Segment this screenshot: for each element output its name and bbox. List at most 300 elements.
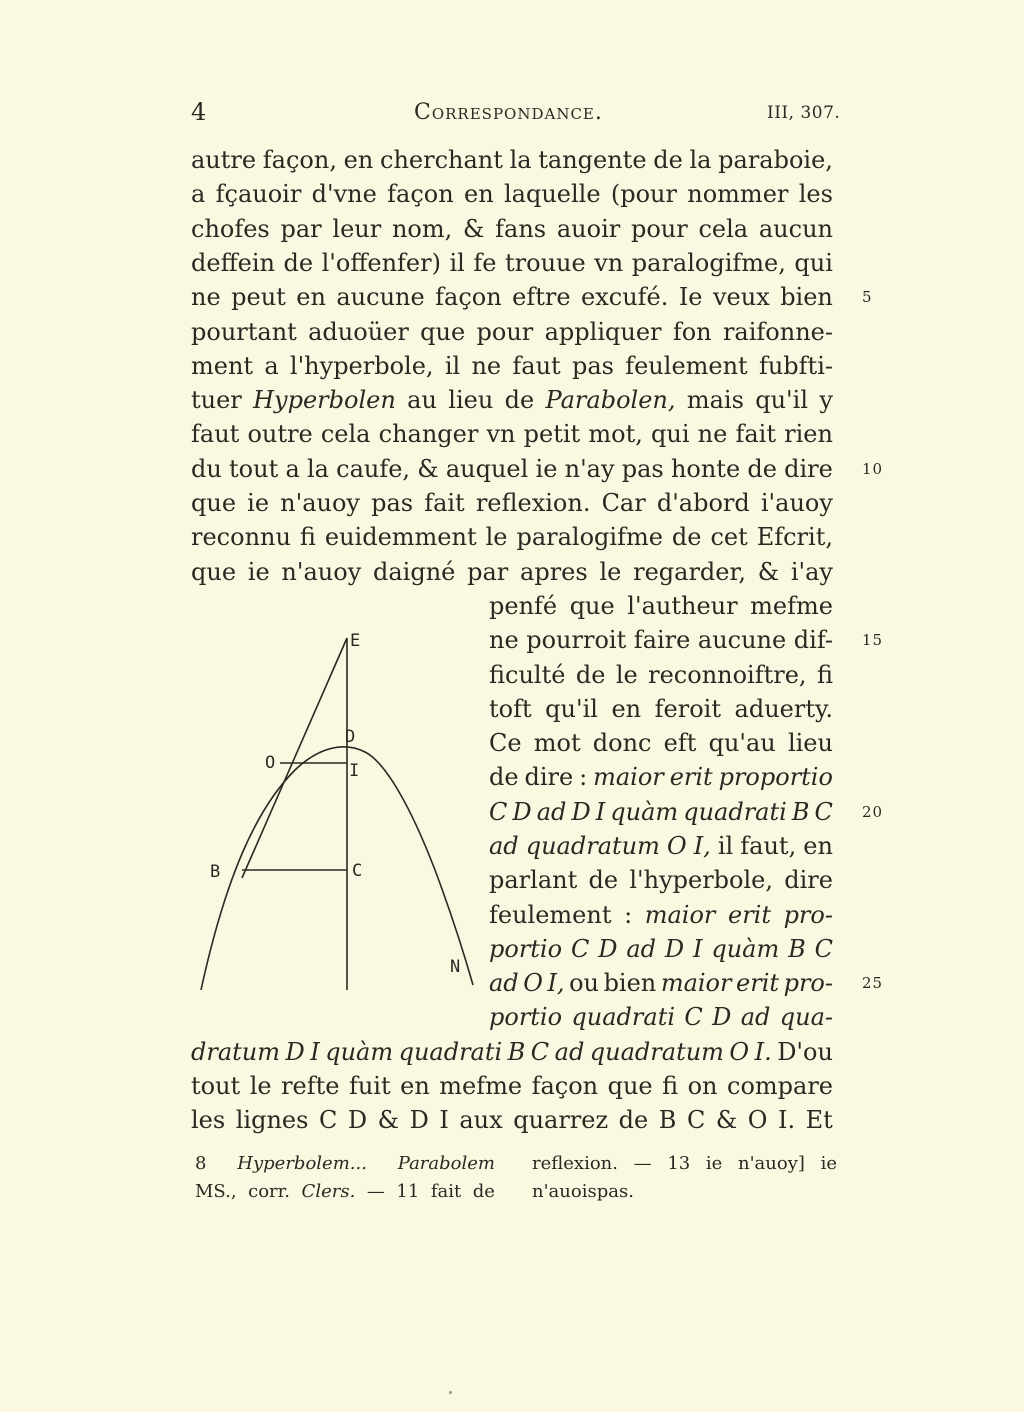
text-word: eftre (512, 283, 571, 311)
text-word: C (318, 1106, 338, 1134)
text-line (489, 795, 833, 829)
text-word: faire (633, 626, 691, 654)
text-word: fuit (348, 1072, 391, 1100)
text-word: ad (536, 798, 567, 826)
text-word: il (444, 352, 461, 380)
text-word: d'abord (656, 489, 750, 517)
tangent-line (242, 638, 347, 878)
text-word: : (579, 763, 588, 791)
text-word: deffein (191, 249, 275, 277)
text-word: bien (780, 283, 833, 311)
footnote-right (532, 1150, 837, 1206)
text-word: autre (191, 146, 257, 174)
text-word: ment (191, 352, 254, 380)
text-word: C (489, 798, 508, 826)
text-line (489, 932, 833, 966)
text-word: que (569, 592, 615, 620)
footnote-word: MS., (195, 1181, 237, 1202)
label-e: E (350, 631, 361, 651)
text-word: aucun (758, 215, 833, 243)
text-word: n'ay (564, 455, 615, 483)
text-word: petit (523, 420, 581, 448)
text-word: fi (816, 661, 833, 689)
text-word: en (343, 146, 374, 174)
text-word: ne (471, 352, 502, 380)
text-word: & (377, 1106, 400, 1134)
text-word: a (191, 180, 206, 208)
text-word: pas (621, 455, 664, 483)
footnote-line (195, 1150, 495, 1178)
footnote-left (195, 1150, 495, 1206)
text-word: aucune (697, 626, 787, 654)
text-word: ie (247, 489, 270, 517)
text-word: ad (554, 1038, 585, 1066)
text-word: quàm (610, 798, 679, 826)
text-word: en (463, 180, 494, 208)
text-line (489, 966, 833, 1000)
text-word: a (285, 455, 300, 483)
text-word: D (664, 935, 685, 963)
text-line (489, 726, 833, 760)
text-word: auoir (556, 215, 621, 243)
text-line (191, 212, 833, 246)
text-word: portio (489, 1003, 563, 1031)
text-word: pour (476, 318, 534, 346)
line-number: 25 (862, 974, 884, 992)
text-word: erit (669, 763, 713, 791)
page-speck (449, 1391, 452, 1394)
line-number: 10 (862, 460, 884, 478)
text-word: mefme (750, 592, 833, 620)
text-word: C (530, 1038, 550, 1066)
text-word: bien (603, 969, 657, 997)
footnote-word: corr. (248, 1181, 290, 1202)
text-word: leur (332, 215, 382, 243)
text-word: y (819, 386, 833, 414)
text-word: par (467, 558, 509, 586)
text-word: fi (299, 523, 316, 551)
footnote-word: 11 (396, 1181, 420, 1202)
text-word: outre (247, 420, 313, 448)
text-word: le (599, 558, 622, 586)
text-word: erit (736, 969, 780, 997)
line-number: 15 (862, 631, 884, 649)
text-line (489, 692, 833, 726)
text-word: euidemment (324, 523, 477, 551)
text-word: maior (644, 901, 716, 929)
text-word: rien (784, 420, 833, 448)
text-word: auquel (445, 455, 529, 483)
label-c: C (352, 861, 363, 881)
text-word: O (666, 832, 687, 860)
text-word: mot, (588, 420, 643, 448)
text-word: & (715, 1106, 738, 1134)
text-word: qu'il (545, 695, 598, 723)
text-word: D (512, 798, 532, 826)
text-word: D (409, 1106, 429, 1134)
text-word: ad (740, 1003, 771, 1031)
text-word: lignes (235, 1106, 309, 1134)
text-word: C (684, 1003, 703, 1031)
text-word: tangente (538, 146, 647, 174)
text-word: façon (387, 180, 454, 208)
text-word: I (595, 798, 606, 826)
text-word: veux (712, 283, 770, 311)
footnote-word: Clers. (301, 1181, 356, 1202)
text-word: vn (486, 420, 516, 448)
footnote-word: 13 (667, 1153, 691, 1174)
text-word: quàm (711, 935, 780, 963)
text-word: la (509, 146, 532, 174)
text-word: tout (229, 455, 279, 483)
text-word: d'vne (311, 180, 377, 208)
text-word: compare (727, 1072, 833, 1100)
text-word: on (687, 1072, 718, 1100)
text-word: trouue (505, 249, 586, 277)
text-word: appliquer (544, 318, 662, 346)
text-word: cet (710, 523, 748, 551)
text-word: ad (489, 969, 519, 997)
text-word: pourroit (526, 626, 627, 654)
text-word: mefme (439, 1072, 523, 1100)
text-word: quadrati (683, 798, 787, 826)
text-word: C (570, 935, 590, 963)
text-word: I (692, 935, 703, 963)
text-word: Ie (678, 283, 703, 311)
text-word: C (814, 798, 833, 826)
text-word: mot (533, 729, 581, 757)
text-word: la (306, 455, 329, 483)
text-word: par (280, 215, 322, 243)
text-word: aduerty. (734, 695, 833, 723)
text-word: I, (693, 832, 711, 860)
text-line (191, 315, 833, 349)
text-word: I. (777, 1106, 796, 1134)
text-word: ie (247, 558, 270, 586)
text-word: fi (662, 1072, 679, 1100)
text-word: n'auoy (281, 558, 362, 586)
text-word: cherchant (380, 146, 503, 174)
text-word: dire (784, 455, 833, 483)
text-line (191, 383, 833, 417)
text-word: ou (569, 969, 600, 997)
text-word: fon (672, 318, 712, 346)
text-word: tout (191, 1072, 241, 1100)
footnote-line (532, 1178, 837, 1206)
text-line (191, 177, 833, 211)
footnote-word: 8 (195, 1153, 207, 1174)
text-word: chofes (191, 215, 270, 243)
footnote-line (532, 1150, 837, 1178)
text-word: apres (520, 558, 588, 586)
text-word: laquelle (503, 180, 601, 208)
text-word: B (791, 798, 810, 826)
text-word: i'auoy (760, 489, 833, 517)
text-word: de (283, 249, 314, 277)
text-word: lieu (787, 729, 833, 757)
text-word: de (588, 866, 619, 894)
text-line (489, 863, 833, 897)
text-word: raifonne- (722, 318, 833, 346)
text-word: & (757, 558, 780, 586)
text-word: quadratum (525, 832, 660, 860)
text-word: dire (784, 866, 833, 894)
text-word: en (400, 1072, 430, 1100)
text-word: l'hyperbole, (289, 352, 434, 380)
text-word: faut (191, 420, 240, 448)
text-word: vn (594, 249, 624, 277)
text-word: dif- (793, 626, 833, 654)
text-word: mais (686, 386, 744, 414)
text-word: qui (794, 249, 833, 277)
text-word: Ce (489, 729, 522, 757)
text-line (489, 760, 833, 794)
text-word: paralogifme (516, 523, 663, 551)
text-word: D (598, 935, 618, 963)
text-word: proportio (718, 763, 833, 791)
text-word: faut (512, 352, 561, 380)
text-word: aux (459, 1106, 503, 1134)
text-line (191, 246, 833, 280)
text-line (191, 1035, 833, 1069)
text-word: ficulté (489, 661, 566, 689)
text-word: excufé. (581, 283, 669, 311)
text-word: peut (231, 283, 286, 311)
text-word: pourtant (191, 318, 297, 346)
text-word: Hyperbolen (253, 386, 396, 414)
text-word: dire (524, 763, 574, 791)
text-word: paralogifme, (631, 249, 786, 277)
text-word: ad (489, 832, 519, 860)
footnote-word: — (633, 1153, 652, 1174)
page-number: 4 (191, 98, 207, 126)
text-word: i'ay (790, 558, 833, 586)
text-word: D (285, 1038, 305, 1066)
parabola-curve (201, 747, 473, 990)
text-line (191, 1103, 833, 1137)
footnote-word: pas. (596, 1181, 634, 1202)
text-word: (pour (610, 180, 677, 208)
text-word: D (571, 798, 591, 826)
text-word: n'auoy (280, 489, 360, 517)
text-word: aucune (336, 283, 425, 311)
text-word: dratum (191, 1038, 281, 1066)
text-word: l'hyperbole, (629, 866, 773, 894)
footnote-word: ie (820, 1153, 837, 1174)
text-word: I (439, 1106, 449, 1134)
text-word: Efcrit, (756, 523, 833, 551)
footnote-line (195, 1178, 495, 1206)
footnote-word: — (366, 1181, 385, 1202)
text-word: ne (489, 626, 519, 654)
text-word: honte (670, 455, 741, 483)
text-word: le (615, 661, 638, 689)
text-word: I, (547, 969, 565, 997)
text-word: cela (698, 215, 749, 243)
text-word: qu'il (755, 386, 809, 414)
text-word: B (658, 1106, 677, 1134)
text-word: I (310, 1038, 320, 1066)
text-word: de (618, 1106, 649, 1134)
text-word: au (407, 386, 437, 414)
text-word: façon (435, 283, 502, 311)
text-word: toft (489, 695, 532, 723)
text-word: pas (571, 352, 614, 380)
text-line (191, 486, 833, 520)
text-word: Car (601, 489, 646, 517)
footnote-word: n'auois (532, 1181, 597, 1202)
text-word: quadrati (571, 1003, 676, 1031)
text-word: daigné (373, 558, 456, 586)
label-b: B (210, 862, 221, 882)
text-word: feroit (654, 695, 721, 723)
text-word: pour (630, 215, 688, 243)
text-line (489, 623, 833, 657)
text-word: quadratum (589, 1038, 724, 1066)
text-word: lieu (448, 386, 494, 414)
text-word: ne (697, 420, 728, 448)
label-n: N (450, 957, 461, 977)
text-word: pro- (783, 901, 833, 929)
text-word: D'ou (777, 1038, 833, 1066)
text-word: erit (727, 901, 771, 929)
text-word: feulement (489, 901, 612, 929)
text-word: O (523, 969, 543, 997)
text-word: de (653, 146, 683, 174)
footnote-word: reflexion. (532, 1153, 618, 1174)
text-word: maior (660, 969, 732, 997)
label-d: D (345, 727, 356, 747)
text-word: eft (663, 729, 697, 757)
text-word: C (686, 1106, 706, 1134)
text-line (191, 1069, 833, 1103)
text-word: caufe, (336, 455, 411, 483)
text-word: il (449, 249, 465, 277)
text-word: fait (735, 420, 776, 448)
text-word: en (611, 695, 642, 723)
text-word: & (417, 455, 439, 483)
text-word: pro- (783, 969, 833, 997)
text-word: I. (754, 1038, 772, 1066)
text-word: aduoüer (308, 318, 409, 346)
text-word: B (788, 935, 806, 963)
text-word: feulement (625, 352, 748, 380)
text-word: façon, (262, 146, 337, 174)
text-word: qui (651, 420, 690, 448)
text-word: quarrez (513, 1106, 609, 1134)
footnote-word: fait (430, 1181, 462, 1202)
text-word: fçauoir (215, 180, 302, 208)
text-word: de (747, 455, 777, 483)
text-word: O (747, 1106, 768, 1134)
text-word: de (575, 661, 606, 689)
text-word: fans (495, 215, 547, 243)
text-word: que (191, 489, 237, 517)
text-word: refte (281, 1072, 340, 1100)
text-word: parlant (489, 866, 578, 894)
text-word: O (729, 1038, 750, 1066)
text-word: quadrati (398, 1038, 503, 1066)
text-word: tuer (191, 386, 242, 414)
text-word: paraboie, (718, 146, 833, 174)
text-word: que (420, 318, 466, 346)
text-word: ad (626, 935, 656, 963)
running-title: Correspondance. (414, 100, 603, 125)
text-word: a (264, 352, 279, 380)
footnote-word: Hyperbolem... (237, 1153, 367, 1174)
text-word: fe (473, 249, 497, 277)
line-number: 20 (862, 803, 884, 821)
text-word: du (191, 455, 222, 483)
text-word: Parabolen, (545, 386, 676, 414)
text-line (489, 898, 833, 932)
text-word: quàm (325, 1038, 394, 1066)
text-word: portio (489, 935, 563, 963)
label-i: I (349, 761, 360, 781)
text-word: maior (593, 763, 664, 791)
text-word: la (689, 146, 712, 174)
text-word: nom, (391, 215, 453, 243)
text-line (191, 417, 833, 451)
text-word: que (191, 558, 237, 586)
text-word: en (296, 283, 326, 311)
text-word: le (249, 1072, 272, 1100)
text-word: qua- (779, 1003, 833, 1031)
text-word: de (671, 523, 702, 551)
text-line (489, 829, 833, 863)
text-word: & (463, 215, 485, 243)
text-word: que (607, 1072, 653, 1100)
text-word: l'autheur (627, 592, 738, 620)
text-word: faut, (740, 832, 797, 860)
text-word: l'offenfer) (321, 249, 441, 277)
text-word: B (507, 1038, 526, 1066)
footnote-word: de (472, 1181, 495, 1202)
text-word: D (712, 1003, 732, 1031)
text-word: reconnoiftre, (648, 661, 807, 689)
text-line (191, 143, 833, 177)
text-word: pas (371, 489, 414, 517)
text-line (191, 452, 833, 486)
footnote-word: ie (705, 1153, 723, 1174)
volume-reference: III, 307. (767, 103, 841, 123)
text-line (191, 280, 833, 314)
text-line (489, 1000, 833, 1034)
text-word: les (191, 1106, 226, 1134)
text-word: fait (424, 489, 465, 517)
footnote-word: Parabolem (397, 1153, 495, 1174)
text-word: : (624, 901, 633, 929)
text-word: de (489, 763, 519, 791)
text-word: fubfti- (758, 352, 833, 380)
text-word: regarder, (633, 558, 746, 586)
text-word: reflexion. (475, 489, 591, 517)
text-word: de (504, 386, 535, 414)
text-word: qu'au (708, 729, 776, 757)
text-line (191, 555, 833, 589)
parabola-figure (185, 620, 485, 1000)
text-word: il (717, 832, 734, 860)
text-word: donc (592, 729, 652, 757)
text-word: changer (378, 420, 479, 448)
text-word: ne (191, 283, 221, 311)
label-o: O (265, 753, 276, 773)
text-word: D (347, 1106, 368, 1134)
text-word: penfé (489, 592, 558, 620)
text-word: Et (805, 1106, 833, 1134)
text-word: le (485, 523, 508, 551)
text-word: nommer (687, 180, 789, 208)
